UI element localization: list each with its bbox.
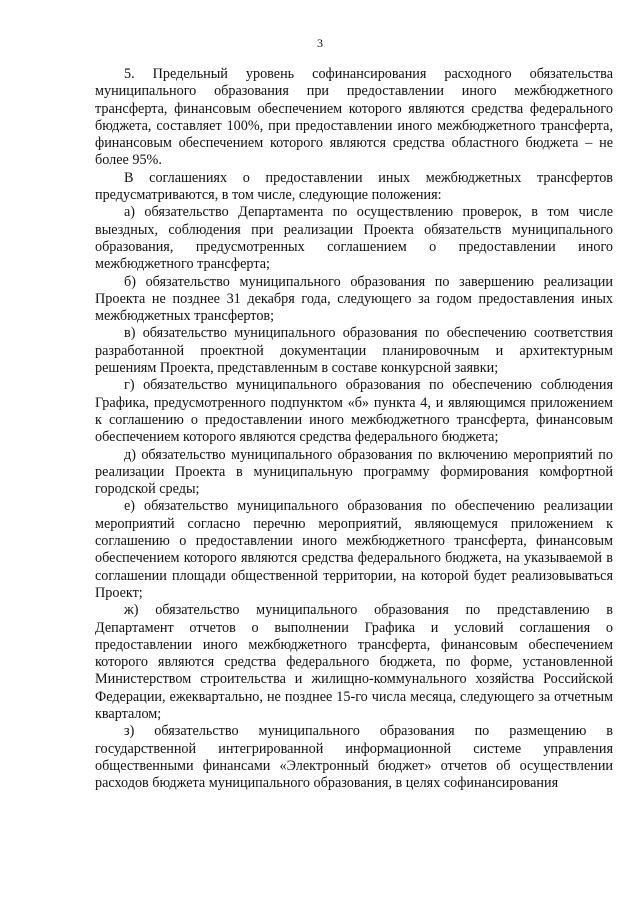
list-item-v: в) обязательство муниципального образования по обеспечению соответствия разработанной проектной документации планировочным и архитектурным решениям Проекта, представленным в составе конкурсной заявки; (95, 325, 613, 377)
paragraph-5-cofinancing-level: 5. Предельный уровень софинансирования расходного обязательства муниципального образования при предоставлении иного межбюджетного трансферта, финансовым обеспечением которого являются средства федерального бюджета, составляет 100%, при предоставлении иного межбюджетного трансферта, финансовым обеспечением которого являются средства областного бюджета – не более 95%. (95, 66, 613, 169)
list-item-g: г) обязательство муниципального образования по обеспечению соблюдения Графика, предусмотренного подпунктом «б» пункта 4, и являющимся приложением к соглашению о предоставлении иного межбюджетного трансферта, финансовым обеспечением которого являются средства федерального бюджета; (95, 377, 613, 446)
list-item-z: з) обязательство муниципального образования по размещению в государственной интегрированной информационной системе управления общественными финансами «Электронный бюджет» отчетов об осуществлении расходов бюджета муниципального образования, в целях софинансирования (95, 723, 613, 792)
list-item-a: а) обязательство Департамента по осуществлению проверок, в том числе выездных, соблюдения при реализации Проекта обязательств муниципального образования, предусмотренных соглашением о предоставлении иного межбюджетного трансферта; (95, 204, 613, 273)
document-body (95, 66, 613, 792)
page-number: 3 (317, 36, 323, 50)
list-item-b: б) обязательство муниципального образования по завершению реализации Проекта не позднее 31 декабря года, следующего за годом предоставления иных межбюджетных трансфертов; (95, 273, 613, 325)
list-item-d: д) обязательство муниципального образования по включению мероприятий по реализации Проекта в муниципальную программу формирования комфортной городской среды; (95, 446, 613, 498)
list-item-zh: ж) обязательство муниципального образования по представлению в Департамент отчетов о выполнении Графика и условий соглашения о предоставлении иного межбюджетного трансферта, финансовым обеспечением которого являются средства федерального бюджета, по форме, установленной Министерством строительства и жилищно-коммунального хозяйства Российской Федерации, ежеквартально, не позднее 15-го числа месяца, следующего за отчетным кварталом; (95, 602, 613, 722)
paragraph-agreement-provisions-intro: В соглашениях о предоставлении иных межбюджетных трансфертов предусматриваются, в том числе, следующие положения: (95, 169, 613, 204)
list-item-e: е) обязательство муниципального образования по обеспечению реализации мероприятий согласно перечню мероприятий, являющемуся приложением к соглашению о предоставлении иного межбюджетного трансферта, финансовым обеспечением которого являются средства федерального бюджета, на указываемой в соглашении площади общественной территории, на которой будет реализовываться Проект; (95, 498, 613, 601)
